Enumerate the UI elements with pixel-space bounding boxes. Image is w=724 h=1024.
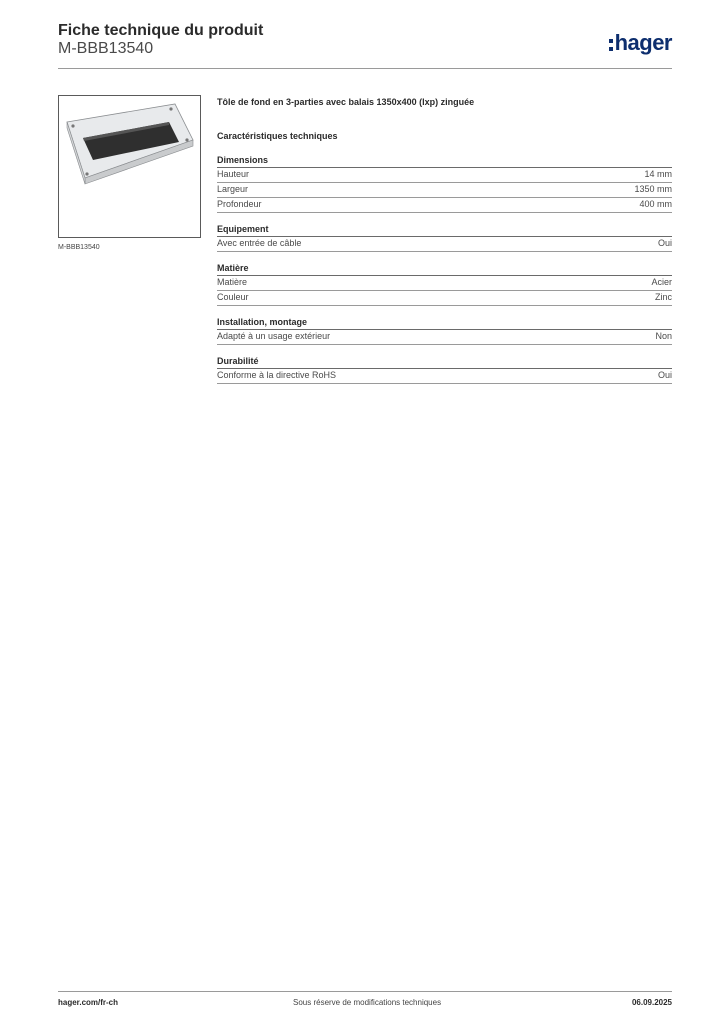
spec-label: Profondeur xyxy=(217,199,262,209)
spec-label: Matière xyxy=(217,277,248,287)
spec-value: Acier xyxy=(651,277,672,287)
spec-row xyxy=(217,330,672,345)
spec-value: 1350 mm xyxy=(634,184,672,194)
spec-label: Conforme à la directive RoHS xyxy=(217,370,337,380)
group-title: Dimensions xyxy=(217,154,672,168)
spec-row xyxy=(217,168,672,183)
footer-divider xyxy=(58,991,672,992)
spec-value: Non xyxy=(655,331,672,341)
spec-group-equipment xyxy=(217,223,672,252)
spec-label: Couleur xyxy=(217,292,249,302)
product-reference: M-BBB13540 xyxy=(58,40,154,57)
logo-dots-icon xyxy=(609,39,613,51)
spec-group-durability xyxy=(217,355,672,384)
spec-row xyxy=(217,369,672,384)
product-image xyxy=(58,95,201,238)
spec-value: Zinc xyxy=(654,292,672,302)
document-title: Fiche technique du produit xyxy=(58,22,264,39)
image-caption: M-BBB13540 xyxy=(58,244,100,251)
spec-row xyxy=(217,183,672,198)
page-header xyxy=(58,22,672,68)
spec-label: Adapté à un usage extérieur xyxy=(217,331,331,341)
spec-row xyxy=(217,237,672,252)
page-footer xyxy=(58,998,672,1012)
footer-date: 06.09.2025 xyxy=(631,998,672,1007)
spec-value: Oui xyxy=(657,370,672,380)
spec-content xyxy=(217,96,672,384)
spec-value: Oui xyxy=(657,238,672,248)
footer-notice: Sous réserve de modifications techniques xyxy=(293,998,442,1007)
spec-group-installation xyxy=(217,316,672,345)
spec-group-material xyxy=(217,262,672,306)
specs-heading: Caractéristiques techniques xyxy=(217,131,338,141)
spec-group-dimensions xyxy=(217,154,672,213)
product-title: Tôle de fond en 3-parties avec balais 1350x400 (lxp) zinguée xyxy=(217,97,475,107)
group-title: Installation, montage xyxy=(217,316,672,330)
group-title: Equipement xyxy=(217,223,672,237)
spec-label: Avec entrée de câble xyxy=(217,238,302,248)
spec-value: 400 mm xyxy=(639,199,672,209)
spec-value: 14 mm xyxy=(644,169,672,179)
spec-row xyxy=(217,276,672,291)
spec-label: Hauteur xyxy=(217,169,250,179)
spec-row xyxy=(217,291,672,306)
header-divider xyxy=(58,68,672,69)
footer-website-link[interactable]: hager.com/fr-ch xyxy=(58,998,119,1007)
product-plate-icon xyxy=(59,96,200,237)
hager-logo xyxy=(609,30,672,56)
logo-text: hager xyxy=(614,30,672,55)
group-title: Durabilité xyxy=(217,355,672,369)
group-title: Matière xyxy=(217,262,672,276)
spec-label: Largeur xyxy=(217,184,249,194)
spec-row xyxy=(217,198,672,213)
